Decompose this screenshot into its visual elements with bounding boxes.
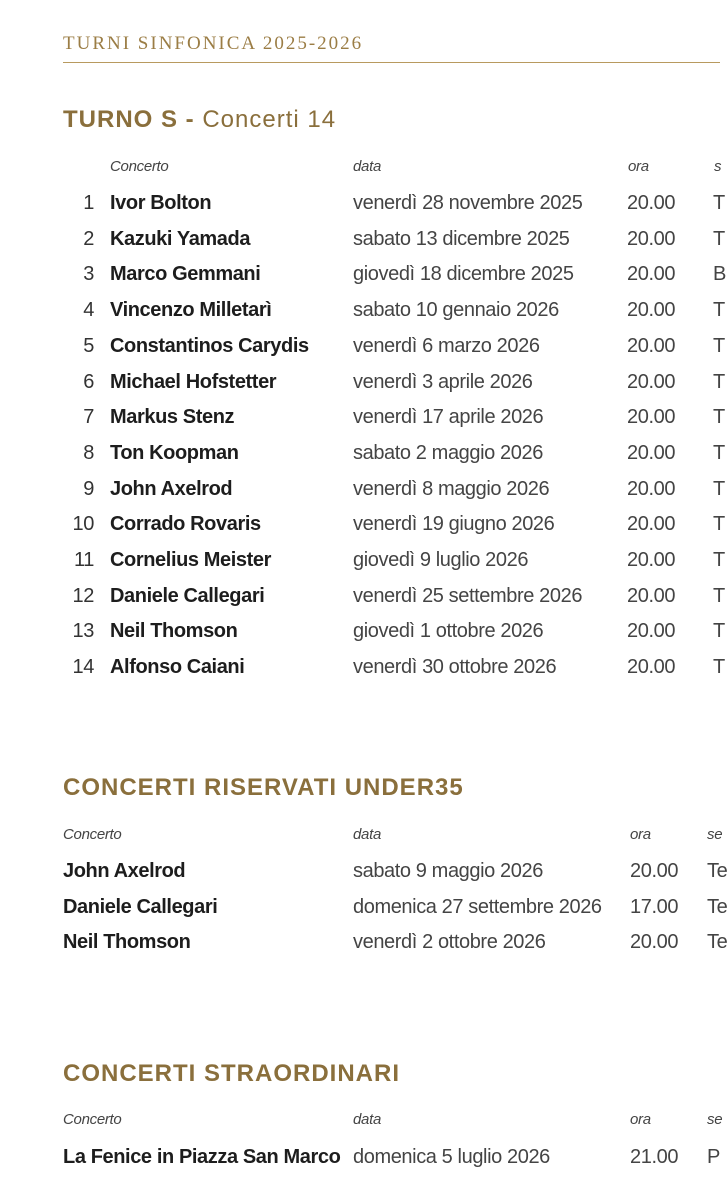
col-head-ora: ora — [630, 1111, 651, 1128]
row-number: 7 — [83, 406, 94, 429]
concert-time: 20.00 — [627, 549, 676, 571]
concert-date: venerdì 8 maggio 2026 — [353, 477, 550, 500]
row-number: 12 — [72, 584, 94, 607]
row-number: 9 — [83, 477, 94, 500]
table-row — [0, 477, 725, 508]
conductor-name: Constantinos Carydis — [110, 334, 309, 357]
turno-s-title — [63, 106, 336, 134]
table-row — [0, 656, 725, 686]
conductor-name: Vincenzo Milletarì — [110, 299, 272, 322]
conductor-name: Daniele Callegari — [110, 584, 265, 607]
turno-s-title-label: TURNO S - — [63, 106, 195, 133]
concert-venue: T — [713, 227, 725, 250]
table-row — [0, 549, 725, 579]
concert-venue: T — [713, 192, 725, 214]
col-head-data: data — [353, 158, 381, 175]
concert-time: 20.00 — [627, 227, 676, 250]
table-row — [0, 263, 726, 293]
concert-time: 20.00 — [627, 406, 676, 429]
concert-time: 17.00 — [630, 895, 679, 918]
concert-venue: T — [713, 656, 725, 679]
concert-date: domenica 5 luglio 2026 — [353, 1146, 550, 1168]
conductor-name: Michael Hofstetter — [110, 370, 277, 393]
concert-time: 20.00 — [627, 513, 676, 536]
conductor-name: Markus Stenz — [110, 406, 235, 429]
table-row — [0, 584, 725, 615]
row-number: 3 — [83, 263, 94, 286]
row-number: 2 — [83, 227, 94, 250]
concert-date: giovedì 1 ottobre 2026 — [353, 620, 544, 643]
concert-time: 20.00 — [630, 931, 679, 954]
row-number: 8 — [83, 441, 94, 464]
concert-date: giovedì 18 dicembre 2025 — [353, 263, 574, 286]
conductor-name: Corrado Rovaris — [110, 513, 261, 536]
col-head-concerto: Concerto — [63, 1111, 122, 1128]
conductor-name: Neil Thomson — [110, 620, 238, 643]
concert-time: 20.00 — [627, 620, 676, 643]
row-number: 13 — [72, 620, 94, 643]
concert-time: 20.00 — [627, 334, 676, 357]
concert-venue: T — [713, 299, 725, 322]
concert-venue: T — [713, 334, 725, 357]
col-head-ora: ora — [628, 158, 649, 175]
table-row — [0, 513, 725, 543]
concert-date: venerdì 2 ottobre 2026 — [353, 931, 546, 954]
table-row — [0, 370, 725, 401]
col-head-concerto: Concerto — [63, 826, 122, 843]
concert-time: 21.00 — [630, 1146, 679, 1168]
table-row — [0, 406, 725, 436]
concert-time: 20.00 — [627, 441, 676, 464]
conductor-name: John Axelrod — [63, 860, 186, 882]
row-number: 1 — [83, 192, 94, 214]
conductor-name: Cornelius Meister — [110, 549, 272, 571]
table-row — [0, 895, 727, 926]
row-number: 14 — [72, 656, 94, 679]
concert-date: venerdì 17 aprile 2026 — [353, 406, 544, 429]
table-row — [0, 441, 725, 472]
concert-venue: P — [707, 1146, 720, 1168]
table-row — [0, 620, 725, 650]
col-head-sede: s — [714, 158, 722, 175]
concert-venue: T — [713, 477, 725, 500]
concert-time: 20.00 — [630, 860, 679, 882]
row-number: 11 — [74, 549, 94, 571]
conductor-name: Alfonso Caiani — [110, 656, 245, 679]
turno-s-subtitle: Concerti 14 — [202, 106, 337, 133]
row-number: 5 — [83, 334, 94, 357]
concert-venue: T — [713, 370, 725, 393]
table-row — [0, 860, 727, 890]
col-head-data: data — [353, 826, 381, 843]
col-head-sede: se — [707, 826, 723, 843]
concert-venue: T — [713, 441, 725, 464]
concert-venue: T — [713, 584, 725, 607]
table-row — [0, 931, 727, 961]
conductor-name: Neil Thomson — [63, 931, 191, 954]
concert-time: 20.00 — [627, 192, 676, 214]
concert-time: 20.00 — [627, 263, 676, 286]
concert-date: venerdì 28 novembre 2025 — [353, 192, 583, 214]
concert-venue: Te — [707, 895, 727, 918]
concert-date: giovedì 9 luglio 2026 — [353, 549, 529, 571]
concert-venue: T — [713, 549, 725, 571]
concert-date: sabato 10 gennaio 2026 — [353, 299, 559, 322]
header-rule — [63, 62, 720, 63]
concert-venue: T — [713, 406, 725, 429]
table-row — [0, 299, 725, 329]
table-row — [0, 1146, 720, 1176]
concert-date: sabato 13 dicembre 2025 — [353, 227, 570, 250]
conductor-name: Kazuki Yamada — [110, 227, 251, 250]
concert-time: 20.00 — [627, 584, 676, 607]
concert-date: sabato 2 maggio 2026 — [353, 441, 543, 464]
concert-date: venerdì 30 ottobre 2026 — [353, 656, 557, 679]
concert-date: venerdì 19 giugno 2026 — [353, 513, 555, 536]
table-row — [0, 334, 725, 365]
conductor-name: Ivor Bolton — [110, 192, 212, 214]
concert-date: sabato 9 maggio 2026 — [353, 860, 543, 882]
concert-time: 20.00 — [627, 656, 676, 679]
concert-venue: Te — [707, 860, 727, 882]
concert-date: venerdì 6 marzo 2026 — [353, 334, 540, 357]
row-number: 4 — [83, 299, 94, 322]
conductor-name: John Axelrod — [110, 477, 233, 500]
concert-date: venerdì 3 aprile 2026 — [353, 370, 533, 393]
conductor-name: La Fenice in Piazza San Marco — [63, 1146, 341, 1168]
page-header: TURNI SINFONICA 2025-2026 — [63, 33, 364, 54]
concert-date: venerdì 25 settembre 2026 — [353, 584, 583, 607]
col-head-data: data — [353, 1111, 381, 1128]
concert-time: 20.00 — [627, 299, 676, 322]
concert-venue: T — [713, 620, 725, 643]
table-row — [0, 192, 725, 222]
concert-venue: B — [713, 263, 726, 286]
concert-time: 20.00 — [627, 370, 676, 393]
conductor-name: Marco Gemmani — [110, 263, 261, 286]
straordinari-title: CONCERTI STRAORDINARI — [63, 1060, 400, 1087]
table-row — [0, 227, 725, 258]
concert-venue: Te — [707, 931, 727, 954]
concert-time: 20.00 — [627, 477, 676, 500]
concert-venue: T — [713, 513, 725, 536]
row-number: 6 — [83, 370, 94, 393]
col-head-ora: ora — [630, 826, 651, 843]
row-number: 10 — [72, 513, 94, 536]
concert-date: domenica 27 settembre 2026 — [353, 895, 602, 918]
under35-title: CONCERTI RISERVATI UNDER35 — [63, 774, 464, 801]
conductor-name: Ton Koopman — [110, 441, 239, 464]
col-head-sede: se — [707, 1111, 723, 1128]
col-head-concerto: Concerto — [110, 158, 169, 175]
conductor-name: Daniele Callegari — [63, 895, 218, 918]
